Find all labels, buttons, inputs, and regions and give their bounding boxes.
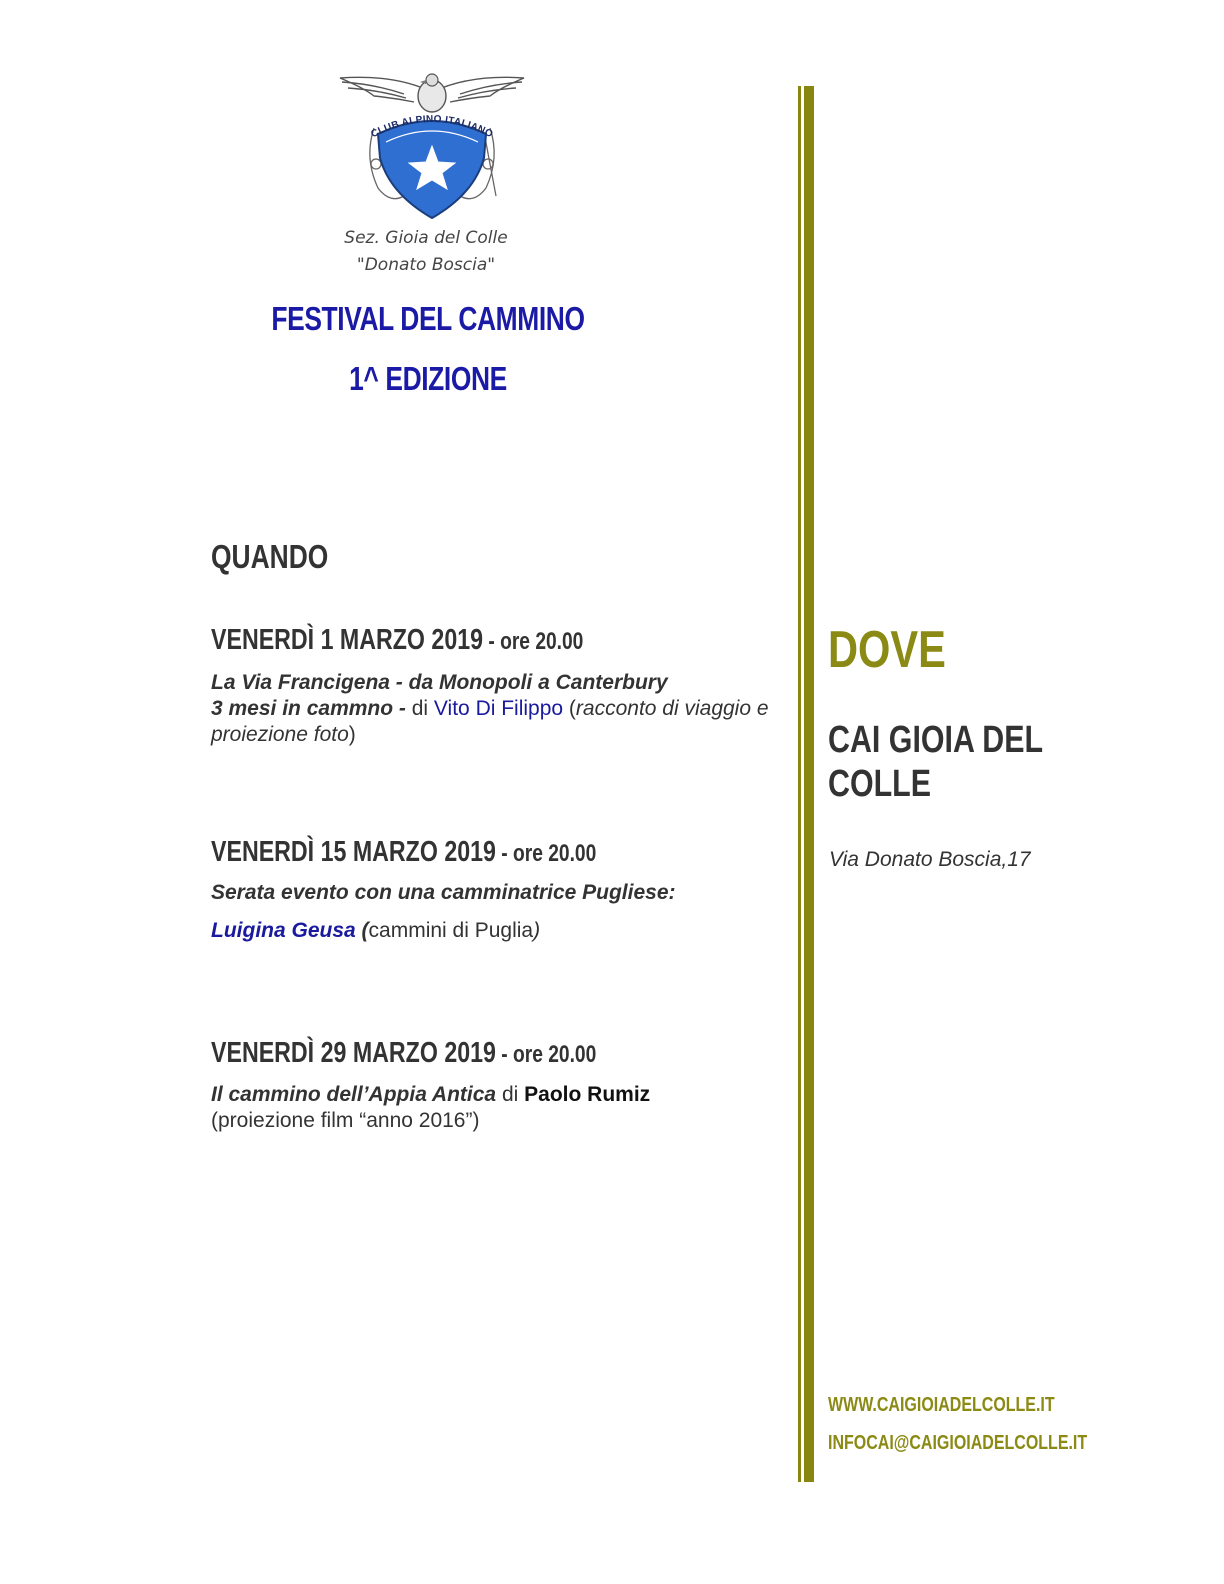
festival-title: FESTIVAL DEL CAMMINO <box>271 300 585 337</box>
event-2-description <box>211 880 771 944</box>
event-3-title-line: Il cammino dell’Appia Antica di Paolo Rumiz <box>211 1083 651 1106</box>
event-1-speaker: Vito Di Filippo <box>433 697 564 720</box>
event-1-date-text: VENERDÌ 1 MARZO 2019 <box>211 624 484 656</box>
event-3-title: Il cammino dell’Appia Antica <box>211 1083 497 1106</box>
event-2-speaker: Luigina Geusa <box>211 919 356 942</box>
logo-arc-text: CLUB ALPINO ITALIANO <box>369 113 495 141</box>
event-1-title: La Via Francigena - da Monopoli a Canterbury <box>211 671 668 694</box>
eagle-shield-icon <box>334 68 530 228</box>
event-3-date <box>211 1037 596 1070</box>
event-2-time: - ore 20.00 <box>495 840 597 867</box>
event-2-date-text: VENERDÌ 15 MARZO 2019 <box>211 836 496 868</box>
event-3-speaker: Paolo Rumiz <box>524 1083 651 1106</box>
venue-name: CAI GIOIA DEL COLLE <box>828 719 1043 805</box>
event-2-title: Serata evento con una camminatrice Pugliese: <box>211 881 676 904</box>
event-3-time: - ore 20.00 <box>495 1041 597 1068</box>
website-link[interactable]: WWW.CAIGIOIADELCOLLE.IT <box>828 1394 1055 1416</box>
event-1-description <box>211 670 771 748</box>
event-3-description <box>211 1082 771 1134</box>
event-1-time: - ore 20.00 <box>483 628 584 655</box>
event-3-note: (proiezione film “anno 2016”) <box>211 1109 480 1132</box>
event-2-date <box>211 836 596 869</box>
venue-address: Via Donato Boscia,17 <box>829 848 1031 871</box>
event-1-subtitle: 3 mesi in cammno - di Vito Di Filippo (racconto di viaggio e proiezione foto) <box>211 697 769 746</box>
dove-heading: DOVE <box>828 621 946 679</box>
section-name: Sez. Gioia del Colle <box>344 228 508 248</box>
column-divider <box>798 86 816 1482</box>
edition-title: 1^ EDIZIONE <box>349 360 507 397</box>
event-1-date <box>211 624 583 657</box>
event-3-date-text: VENERDÌ 29 MARZO 2019 <box>211 1037 496 1069</box>
email-link[interactable]: INFOCAI@CAIGIOIADELCOLLE.IT <box>828 1432 1088 1454</box>
section-dedication: "Donato Boscia" <box>356 255 496 275</box>
event-2-speaker-line: Luigina Geusa (cammini di Puglia) <box>211 919 541 942</box>
cai-logo <box>334 68 530 228</box>
quando-heading: QUANDO <box>211 538 329 575</box>
